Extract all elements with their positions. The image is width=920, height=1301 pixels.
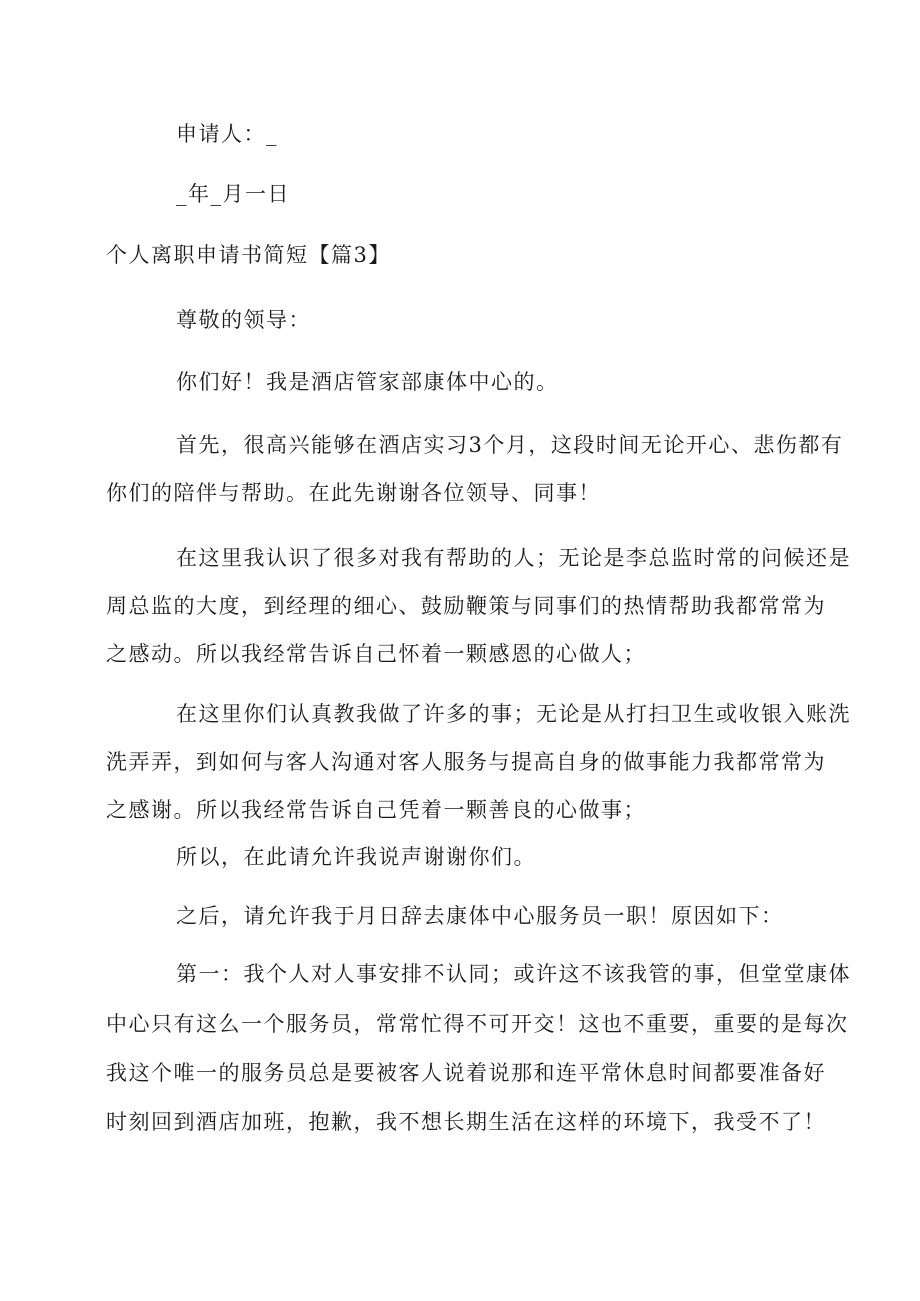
paragraph-2-line-1: 首先，很高兴能够在酒店实习3个月，这段时间无论开心、悲伤都有 [176,433,844,457]
date-line: _年_月一日 [176,182,290,206]
paragraph-7-line-3: 我这个唯一的服务员总是要被客人说着说那和连平常休息时间都要准备好 [106,1061,826,1085]
applicant-line: 申请人：_ [176,122,278,146]
paragraph-2-line-2: 你们的陪伴与帮助。在此先谢谢各位领导、同事！ [106,481,601,505]
salutation: 尊敬的领导： [176,308,311,332]
paragraph-3-line-1: 在这里我认识了很多对我有帮助的人；无论是李总监时常的问候还是 [176,546,851,570]
paragraph-3-line-2: 周总监的大度，到经理的细心、鼓励鞭策与同事们的热情帮助我都常常为 [106,594,826,618]
paragraph-6: 之后，请允许我于月日辞去康体中心服务员一职！原因如下： [176,904,784,928]
paragraph-1: 你们好！我是酒店管家部康体中心的。 [176,370,559,394]
section-title: 个人离职申请书简短【篇3】 [106,243,391,267]
paragraph-4-line-2: 洗弄弄，到如何与客人沟通对客人服务与提高自身的做事能力我都常常为 [106,750,826,774]
paragraph-4-line-3: 之感谢。所以我经常告诉自己凭着一颗善良的心做事； [106,798,646,822]
paragraph-7-line-4: 时刻回到酒店加班，抱歉，我不想长期生活在这样的环境下，我受不了！ [106,1110,826,1134]
paragraph-7-line-1: 第一：我个人对人事安排不认同；或许这不该我管的事，但堂堂康体 [176,962,851,986]
paragraph-3-line-3: 之感动。所以我经常告诉自己怀着一颗感恩的心做人； [106,642,646,666]
paragraph-7-line-2: 中心只有这么一个服务员，常常忙得不可开交！这也不重要，重要的是每次 [106,1012,849,1036]
paragraph-4-line-1: 在这里你们认真教我做了许多的事；无论是从打扫卫生或收银入账洗 [176,702,851,726]
paragraph-5: 所以，在此请允许我说声谢谢你们。 [176,845,536,869]
